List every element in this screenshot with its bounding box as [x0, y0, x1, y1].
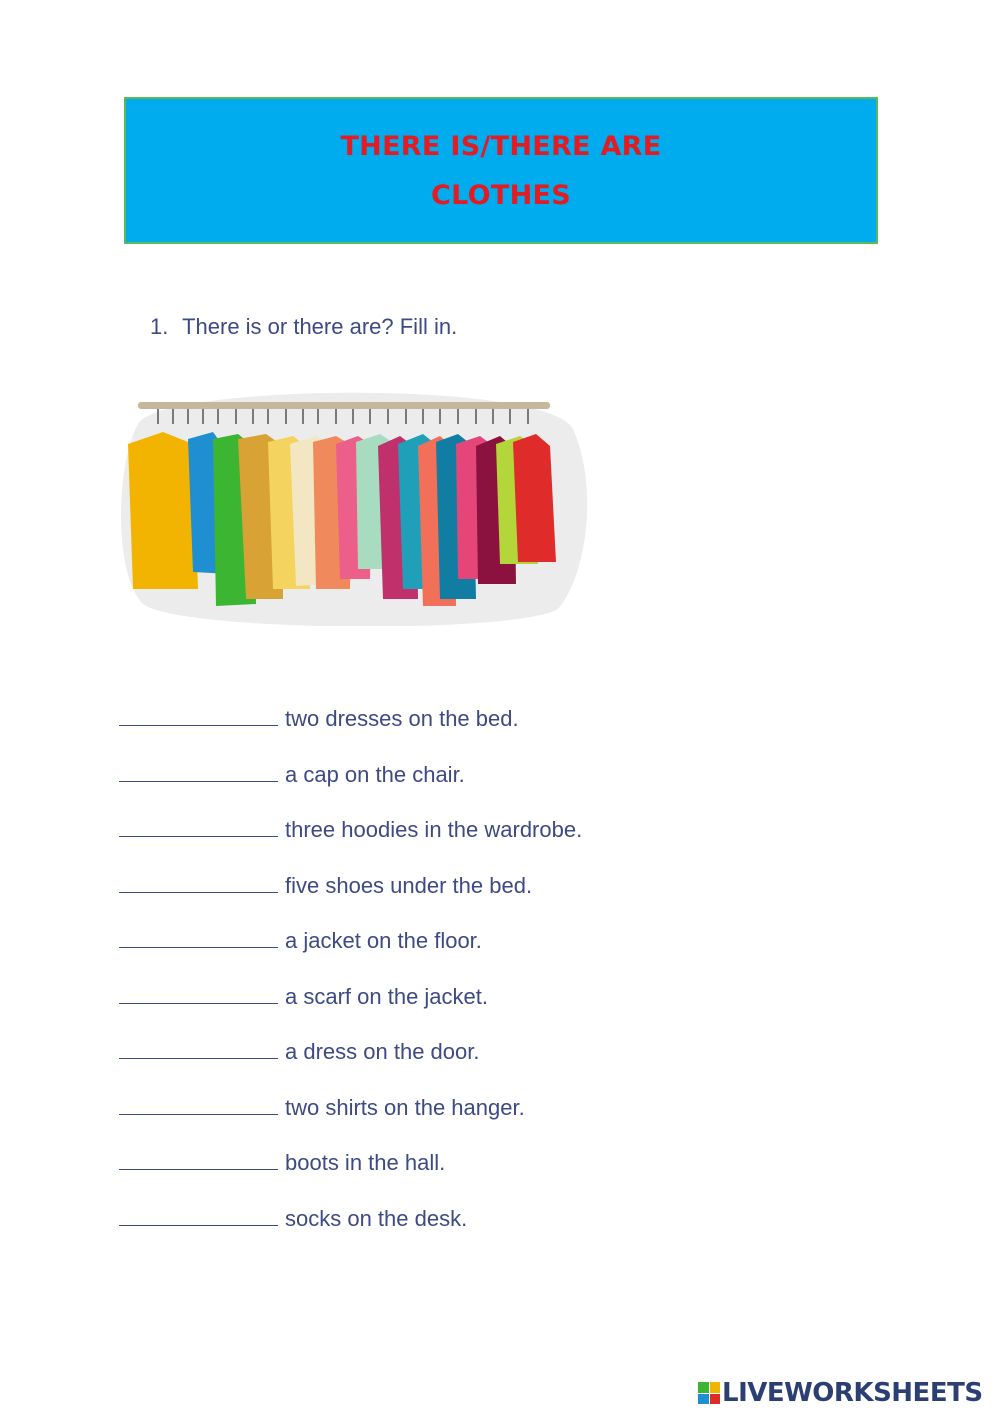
item-text: two dresses on the bed. [285, 706, 519, 731]
brand-name: LIVEWORKSHEETS [722, 1378, 983, 1408]
answer-blank[interactable] [119, 1149, 278, 1170]
answer-blank[interactable] [119, 705, 278, 726]
item-text: a cap on the chair. [285, 762, 465, 787]
answer-blank[interactable] [119, 983, 278, 1004]
list-item [119, 760, 465, 790]
list-item [119, 982, 488, 1012]
item-text: five shoes under the bed. [285, 873, 533, 898]
answer-blank[interactable] [119, 927, 278, 948]
title-banner [124, 97, 878, 244]
list-item [119, 1148, 445, 1178]
item-text: socks on the desk. [285, 1206, 468, 1231]
answer-blank[interactable] [119, 872, 278, 893]
list-item [119, 1204, 467, 1234]
answer-blank[interactable] [119, 816, 278, 837]
list-item [119, 1093, 525, 1123]
answer-blank[interactable] [119, 1205, 278, 1226]
page-subtitle: CLOTHES [430, 179, 571, 211]
clothes-rack-illustration [118, 384, 590, 626]
answer-blank[interactable] [119, 1094, 278, 1115]
list-item [119, 704, 519, 734]
list-item [119, 815, 582, 845]
exercise-number: 1. [150, 314, 169, 339]
item-text: a scarf on the jacket. [285, 984, 488, 1009]
answer-blank[interactable] [119, 761, 278, 782]
page-title: THERE IS/THERE ARE [340, 130, 662, 162]
liveworksheets-logo [698, 1378, 983, 1408]
answer-blank[interactable] [119, 1038, 278, 1059]
exercise-instruction [150, 314, 457, 340]
item-text: two shirts on the hanger. [285, 1095, 525, 1120]
item-text: boots in the hall. [285, 1150, 446, 1175]
item-text: a jacket on the floor. [285, 928, 482, 953]
list-item [119, 926, 482, 956]
item-text: a dress on the door. [285, 1039, 480, 1064]
item-text: three hoodies in the wardrobe. [285, 817, 583, 842]
list-item [119, 1037, 479, 1067]
list-item [119, 871, 532, 901]
instruction-text: There is or there are? Fill in. [182, 314, 458, 339]
logo-blocks-icon [698, 1382, 720, 1404]
